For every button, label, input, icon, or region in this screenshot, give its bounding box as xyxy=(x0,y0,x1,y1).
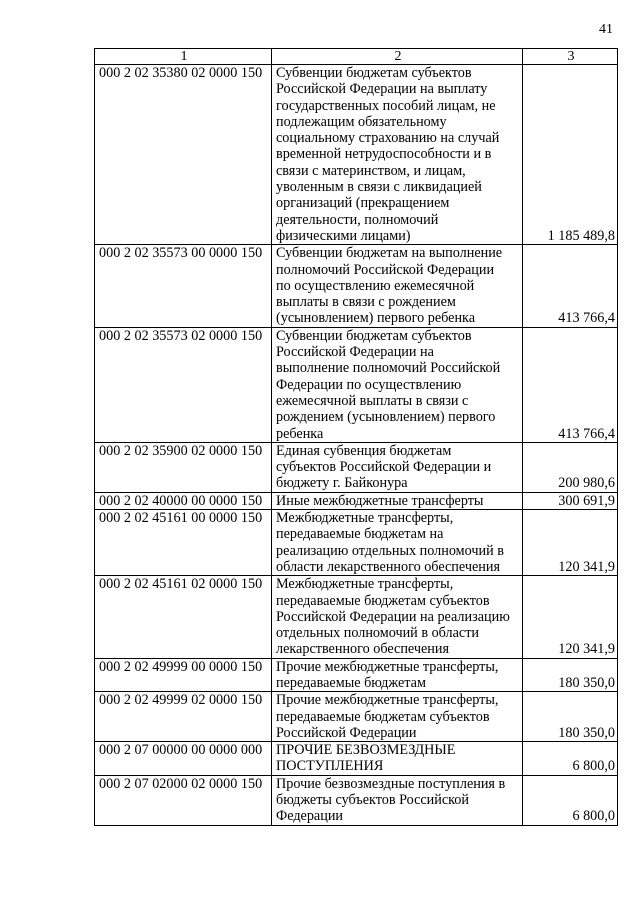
budget-code-cell: 000 2 07 00000 00 0000 000 xyxy=(95,742,272,776)
table-row xyxy=(95,742,618,776)
description-line: Межбюджетные трансферты, xyxy=(276,510,454,527)
description-line: бюджеты субъектов Российской xyxy=(276,792,469,809)
description-line: Субвенции бюджетам субъектов xyxy=(276,65,472,81)
description-cell xyxy=(272,775,523,825)
description-line: Субвенции бюджетам субъектов xyxy=(276,327,472,344)
description-line: Прочие межбюджетные трансферты, xyxy=(276,692,499,709)
description-line: ПРОЧИЕ БЕЗВОЗМЕЗДНЫЕ xyxy=(276,742,456,759)
table-row xyxy=(95,658,618,692)
amount-cell: 120 341,9 xyxy=(523,576,618,658)
amount-cell: 180 350,0 xyxy=(523,658,618,692)
table-row xyxy=(95,327,618,442)
description-line: подлежащим обязательному xyxy=(276,113,447,130)
description-line: бюджету г. Байконура xyxy=(276,475,408,492)
description-line: Российской Федерации на xyxy=(276,344,434,361)
description-line: деятельности, полномочий xyxy=(276,211,439,228)
description-line: передаваемые бюджетам субъектов xyxy=(276,708,490,725)
description-line: Прочие безвозмездные поступления в xyxy=(276,775,506,792)
description-line: по осуществлению ежемесячной xyxy=(276,277,475,294)
table-row xyxy=(95,510,618,576)
description-line: государственных пособий лицам, не xyxy=(276,97,496,114)
table-row xyxy=(95,576,618,658)
amount-cell: 120 341,9 xyxy=(523,510,618,576)
description-line: Российской Федерации на реализацию xyxy=(276,608,510,625)
description-line: передаваемые бюджетам субъектов xyxy=(276,592,490,609)
column-header-3: 3 xyxy=(523,49,618,65)
table-row xyxy=(95,245,618,327)
description-line: Межбюджетные трансферты, xyxy=(276,576,454,593)
description-line: ежемесячной выплаты в связи с xyxy=(276,392,469,409)
description-line: выполнение полномочий Российской xyxy=(276,360,501,377)
description-line: выплаты в связи с рождением xyxy=(276,294,456,311)
amount-cell: 413 766,4 xyxy=(523,245,618,327)
budget-code-cell: 000 2 02 35380 02 0000 150 xyxy=(95,65,272,245)
description-cell xyxy=(272,327,523,442)
amount-cell: 413 766,4 xyxy=(523,327,618,442)
amount-cell: 300 691,9 xyxy=(523,492,618,509)
description-cell xyxy=(272,245,523,327)
description-line: Прочие межбюджетные трансферты, xyxy=(276,658,499,675)
budget-code-cell: 000 2 02 40000 00 0000 150 xyxy=(95,492,272,509)
budget-table xyxy=(94,48,618,826)
column-header-1: 1 xyxy=(95,49,272,65)
budget-code-cell: 000 2 02 49999 02 0000 150 xyxy=(95,692,272,742)
budget-code-cell: 000 2 07 02000 02 0000 150 xyxy=(95,775,272,825)
description-line: физическими лицами) xyxy=(276,227,411,244)
description-line: Субвенции бюджетам на выполнение xyxy=(276,245,503,262)
budget-code-cell: 000 2 02 35573 02 0000 150 xyxy=(95,327,272,442)
table-row xyxy=(95,492,618,509)
table-body xyxy=(95,65,618,826)
description-line: Федерации xyxy=(276,808,344,825)
description-cell xyxy=(272,742,523,776)
description-line: Российской Федерации xyxy=(276,724,417,741)
description-line: передаваемые бюджетам xyxy=(276,674,426,691)
description-cell xyxy=(272,510,523,576)
amount-cell: 180 350,0 xyxy=(523,692,618,742)
description-line: Федерации по осуществлению xyxy=(276,376,462,393)
description-line: временной нетрудоспособности и в xyxy=(276,146,492,163)
description-cell xyxy=(272,658,523,692)
description-cell xyxy=(272,692,523,742)
description-line: реализацию отдельных полномочий в xyxy=(276,542,504,559)
table-row xyxy=(95,692,618,742)
description-line: организаций (прекращением xyxy=(276,195,450,212)
column-header-2: 2 xyxy=(272,49,523,65)
description-line: полномочий Российской Федерации xyxy=(276,261,495,278)
amount-cell: 200 980,6 xyxy=(523,442,618,492)
description-line: Российской Федерации на выплату xyxy=(276,81,488,98)
page-number: 41 xyxy=(599,22,613,37)
amount-cell: 6 800,0 xyxy=(523,742,618,776)
description-line: уволенным в связи с ликвидацией xyxy=(276,179,482,196)
budget-code-cell: 000 2 02 35900 02 0000 150 xyxy=(95,442,272,492)
description-line: ребенка xyxy=(276,425,324,442)
description-line: социальному страхованию на случай xyxy=(276,130,500,147)
amount-cell: 1 185 489,8 xyxy=(523,65,618,245)
description-line: отдельных полномочий в области xyxy=(276,625,479,642)
description-line: ПОСТУПЛЕНИЯ xyxy=(276,758,384,775)
table-row xyxy=(95,775,618,825)
description-line: Единая субвенция бюджетам xyxy=(276,442,452,459)
description-line: субъектов Российской Федерации и xyxy=(276,459,492,476)
budget-code-cell: 000 2 02 49999 00 0000 150 xyxy=(95,658,272,692)
description-line: рождением (усыновлением) первого xyxy=(276,409,496,426)
description-line: Иные межбюджетные трансферты xyxy=(276,492,484,509)
description-line: лекарственного обеспечения xyxy=(276,641,449,658)
amount-cell: 6 800,0 xyxy=(523,775,618,825)
table-row xyxy=(95,65,618,245)
table-header-row xyxy=(95,49,618,65)
description-cell xyxy=(272,492,523,509)
description-cell xyxy=(272,576,523,658)
description-line: передаваемые бюджетам на xyxy=(276,526,444,543)
description-line: (усыновлением) первого ребенка xyxy=(276,310,476,327)
description-cell xyxy=(272,442,523,492)
table-row xyxy=(95,442,618,492)
budget-code-cell: 000 2 02 45161 02 0000 150 xyxy=(95,576,272,658)
budget-code-cell: 000 2 02 35573 00 0000 150 xyxy=(95,245,272,327)
description-cell xyxy=(272,65,523,245)
description-line: области лекарственного обеспечения xyxy=(276,558,500,575)
description-line: связи с материнством, и лицам, xyxy=(276,162,466,179)
budget-code-cell: 000 2 02 45161 00 0000 150 xyxy=(95,510,272,576)
